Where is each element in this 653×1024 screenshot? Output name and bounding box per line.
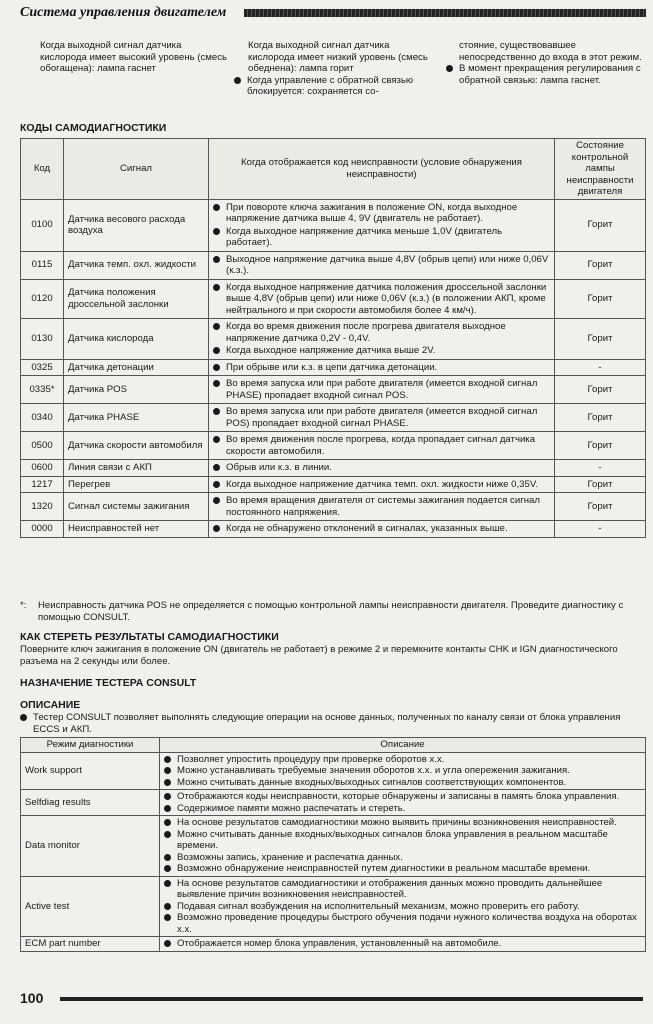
bullet-icon [164, 779, 171, 786]
condition-item [164, 863, 641, 875]
code-cell: 0130 [21, 319, 64, 360]
lamp-state-cell: Горит [555, 251, 646, 279]
condition-item [213, 406, 550, 429]
mode-cell: Selfdiag results [21, 790, 160, 816]
bullet-icon [164, 940, 171, 947]
mode-cell: Active test [21, 876, 160, 937]
header-bar [244, 9, 646, 17]
bullet-icon [213, 380, 220, 387]
signal-cell: Датчика скорости автомобиля [64, 432, 209, 460]
lamp-state-cell: Горит [555, 199, 646, 251]
code-cell: 1320 [21, 493, 64, 521]
item-text: Во время запуска или при работе двигателя (имеется входной сигнал POS) пропадает входной сигнал PHASE. [226, 406, 538, 429]
item-text: Во время запуска или при работе двигателя (имеется входной сигнал PHASE) пропадает входной сигнал POS. [226, 378, 538, 401]
condition-item [213, 282, 550, 317]
condition-item [164, 852, 641, 864]
condition-item [213, 202, 550, 225]
code-row [21, 376, 646, 404]
header-title: Система управления двигателем [20, 5, 227, 20]
item-text: Можно считывать данные входных/выходных сигналов соответствующих компонентов. [177, 776, 567, 788]
condition-cell [209, 404, 555, 432]
item-text: При обрыве или к.з. в цепи датчика детонации. [226, 361, 438, 373]
item-text: Можно считывать данные входных/выходных сигналов блока управления в реальном масштабе времени. [177, 828, 608, 851]
col-header-description: Описание [160, 738, 646, 753]
col-header-lamp: Состояние контрольной лампы неисправности двигателя [555, 139, 646, 200]
code-row [21, 251, 646, 279]
bullet-icon [213, 464, 220, 471]
item-text: Можно устанавливать требуемые значения оборотов х.х. и угла опережения зажигания. [177, 765, 570, 776]
erase-title: КАК СТЕРЕТЬ РЕЗУЛЬТАТЫ САМОДИАГНОСТИКИ [20, 631, 279, 643]
col-header-signal: Сигнал [64, 139, 209, 200]
code-row [21, 493, 646, 521]
condition-cell [209, 476, 555, 493]
condition-item [164, 817, 641, 829]
bullet-icon [164, 854, 171, 861]
code-row [21, 521, 646, 538]
bullet-icon [213, 284, 220, 291]
intro-col2-text: Когда выходной сигнал датчика кислорода имеет низкий уровень (смесь обеднена): лампа горит [248, 40, 428, 74]
consult-row [21, 816, 646, 877]
mode-cell: Data monitor [21, 816, 160, 877]
code-cell: 1217 [21, 476, 64, 493]
lamp-state-cell: - [555, 460, 646, 477]
signal-cell: Датчика кислорода [64, 319, 209, 360]
consult-intro [20, 712, 646, 735]
intro-col2-bullet: Когда управление с обратной связью блокируется: сохраняется со- [247, 74, 414, 97]
description-cell [160, 790, 646, 816]
bullet-icon [164, 819, 171, 826]
bullet-icon [213, 323, 220, 330]
condition-item [213, 362, 550, 374]
bullet-icon [213, 256, 220, 263]
item-text: При повороте ключа зажигания в положение ON, когда выходное напряжение датчика выше 4, 9V (двигатель не работает). [226, 201, 518, 224]
page-header [20, 6, 646, 20]
diagnostic-codes-table [20, 138, 646, 538]
signal-cell: Линия связи с АКП [64, 460, 209, 477]
code-cell: 0120 [21, 279, 64, 319]
consult-row [21, 752, 646, 790]
page-number: 100 [20, 990, 44, 1006]
condition-item [164, 777, 641, 789]
condition-cell [209, 493, 555, 521]
col-header-code: Код [21, 139, 64, 200]
lamp-state-cell: Горит [555, 376, 646, 404]
code-cell: 0100 [21, 199, 64, 251]
condition-item [164, 878, 641, 901]
bullet-icon [234, 77, 241, 84]
codes-section-title: КОДЫ САМОДИАГНОСТИКИ [20, 122, 167, 134]
condition-cell [209, 359, 555, 376]
lamp-state-cell: Горит [555, 476, 646, 493]
intro-col3-text: стояние, существовавшее непосредственно до входа в этот режим. [459, 40, 642, 63]
condition-item [164, 912, 641, 935]
bullet-icon [164, 865, 171, 872]
condition-cell [209, 432, 555, 460]
signal-cell: Датчика PHASE [64, 404, 209, 432]
bullet-icon [446, 65, 453, 72]
mode-cell: ECM part number [21, 937, 160, 952]
condition-item [213, 226, 550, 249]
lamp-state-cell: Горит [555, 319, 646, 360]
item-text: Возможно проведение процедуры быстрого обучения подачи нужного количества воздуха на оборотах х.х. [177, 912, 637, 935]
consult-intro-text: Тестер CONSULT позволяет выполнять следующие операции на основе данных, полученных по каналу связи от блока управления ECCS и АКП. [33, 712, 621, 735]
condition-item [213, 462, 550, 474]
code-cell: 0600 [21, 460, 64, 477]
item-text: Возможны запись, хранение и распечатка данных. [177, 851, 403, 863]
signal-cell: Датчика положения дроссельной заслонки [64, 279, 209, 319]
lamp-state-cell: Горит [555, 493, 646, 521]
lamp-state-cell: - [555, 521, 646, 538]
item-text: Подавая сигнал возбуждения на исполнительный механизм, можно проверить его работу. [177, 900, 580, 912]
code-row [21, 432, 646, 460]
code-row [21, 199, 646, 251]
intro-col-2 [234, 40, 430, 98]
condition-cell [209, 460, 555, 477]
footer-bar [60, 997, 643, 1001]
item-text: Отображаются коды неисправности, которые обнаружены и записаны в память блока управления. [177, 791, 620, 802]
item-text: Когда выходное напряжение датчика меньше 1,0V (двигатель работает). [226, 225, 503, 248]
condition-item [213, 321, 550, 344]
code-cell: 0325 [21, 359, 64, 376]
intro-col-1 [40, 40, 230, 75]
bullet-icon [213, 481, 220, 488]
bullet-icon [213, 408, 220, 415]
condition-item [213, 479, 550, 491]
bullet-icon [213, 364, 220, 371]
item-text: Когда выходное напряжение датчика выше 2V. [226, 345, 436, 356]
condition-item [164, 901, 641, 913]
bullet-icon [213, 347, 220, 354]
code-cell: 0000 [21, 521, 64, 538]
bullet-icon [213, 436, 220, 443]
condition-item [213, 523, 550, 535]
lamp-state-cell: Горит [555, 279, 646, 319]
footnote [20, 600, 646, 623]
code-row [21, 359, 646, 376]
condition-cell [209, 251, 555, 279]
signal-cell: Датчика весового расхода воздуха [64, 199, 209, 251]
condition-item [164, 829, 641, 852]
consult-row [21, 876, 646, 937]
bullet-icon [20, 714, 27, 721]
col-header-condition: Когда отображается код неисправности (условие обнаружения неисправности) [209, 139, 555, 200]
item-text: Когда не обнаружено отклонений в сигналах, указанных выше. [226, 523, 508, 534]
code-row [21, 476, 646, 493]
bullet-icon [164, 914, 171, 921]
condition-item [213, 345, 550, 357]
code-row [21, 279, 646, 319]
signal-cell: Перегрев [64, 476, 209, 493]
code-row [21, 319, 646, 360]
signal-cell: Датчика POS [64, 376, 209, 404]
code-cell: 0335* [21, 376, 64, 404]
item-text: Когда во время движения после прогрева двигателя выходное напряжение датчика 0,2V - 0,4V. [226, 321, 506, 344]
item-text: Во время движения после прогрева, когда пропадает сигнал датчика скорости автомобиля. [226, 434, 536, 457]
intro-col1-text: Когда выходной сигнал датчика кислорода имеет высокий уровень (смесь обогащена): лампа гаснет [40, 40, 227, 74]
bullet-icon [164, 756, 171, 763]
condition-cell [209, 521, 555, 538]
condition-item [213, 254, 550, 277]
code-cell: 0500 [21, 432, 64, 460]
bullet-icon [213, 228, 220, 235]
item-text: На основе результатов самодиагностики можно выявить причины возникновения неисправностей. [177, 817, 617, 828]
consult-title: НАЗНАЧЕНИЕ ТЕСТЕРА CONSULT [20, 677, 197, 689]
bullet-icon [164, 793, 171, 800]
signal-cell: Неисправностей нет [64, 521, 209, 538]
item-text: Обрыв или к.з. в линии. [226, 462, 332, 473]
consult-row [21, 937, 646, 952]
condition-item [164, 754, 641, 766]
col-header-mode: Режим диагностики [21, 738, 160, 753]
description-cell [160, 752, 646, 790]
code-cell: 0115 [21, 251, 64, 279]
item-text: На основе результатов самодиагностики и отображения данных можно проводить дальнейшее выявление причин возникновения неисправностей. [177, 877, 603, 900]
signal-cell: Сигнал системы зажигания [64, 493, 209, 521]
consult-subtitle: ОПИСАНИЕ [20, 699, 81, 711]
description-cell [160, 937, 646, 952]
signal-cell: Датчика детонации [64, 359, 209, 376]
condition-item [164, 791, 641, 803]
item-text: Когда выходное напряжение датчика положения дроссельной заслонки выше 4,8V (обрыв цепи) или ниже 0,06V (к.з.) (в положении АКП, кроме нейтрального и при скорости автомобиля более 4 км/ч). [226, 281, 547, 316]
condition-item [213, 378, 550, 401]
lamp-state-cell: - [555, 359, 646, 376]
intro-block [20, 40, 646, 100]
footnote-mark: *: [20, 600, 27, 611]
bullet-icon [213, 204, 220, 211]
intro-col-3 [446, 40, 646, 86]
item-text: Выходное напряжение датчика выше 4,8V (обрыв цепи) или ниже 0,06V (к.з.). [226, 253, 549, 276]
signal-cell: Датчика темп. охл. жидкости [64, 251, 209, 279]
intro-col3-bullet: В момент прекращения регулирования с обратной связью: лампа гаснет. [459, 63, 641, 86]
code-row [21, 404, 646, 432]
condition-item [164, 938, 641, 950]
footnote-text: Неисправность датчика POS не определяется с помощью контрольной лампы неисправности двигателя. Проведите диагностику с помощью CONSULT. [38, 600, 624, 623]
item-text: Позволяет упростить процедуру при проверке оборотов х.х. [177, 753, 445, 765]
bullet-icon [213, 497, 220, 504]
code-row [21, 460, 646, 477]
lamp-state-cell: Горит [555, 404, 646, 432]
erase-text: Поверните ключ зажигания в положение ON (двигатель не работает) в режиме 2 и перемкните контакты CHK и IGN диагностического разъема на 2 секунды или более. [20, 644, 618, 667]
bullet-icon [164, 903, 171, 910]
lamp-state-cell: Горит [555, 432, 646, 460]
bullet-icon [164, 831, 171, 838]
condition-item [164, 803, 641, 815]
condition-item [213, 495, 550, 518]
bullet-icon [164, 880, 171, 887]
bullet-icon [213, 525, 220, 532]
description-cell [160, 816, 646, 877]
condition-cell [209, 199, 555, 251]
item-text: Во время вращения двигателя от системы зажигания подается сигнал постоянного напряжения. [226, 495, 540, 518]
item-text: Когда выходное напряжение датчика темп. охл. жидкости ниже 0,35V. [226, 478, 539, 490]
code-cell: 0340 [21, 404, 64, 432]
item-text: Содержимое памяти можно распечатать и стереть. [177, 802, 406, 814]
bullet-icon [164, 767, 171, 774]
description-cell [160, 876, 646, 937]
condition-item [164, 765, 641, 777]
bullet-icon [164, 805, 171, 812]
condition-cell [209, 319, 555, 360]
item-text: Возможно обнаружение неисправностей путем диагностики в реальном масштабе времени. [177, 863, 591, 874]
condition-cell [209, 279, 555, 319]
mode-cell: Work support [21, 752, 160, 790]
condition-item [213, 434, 550, 457]
condition-cell [209, 376, 555, 404]
consult-row [21, 790, 646, 816]
item-text: Отображается номер блока управления, установленный на автомобиле. [177, 938, 502, 949]
consult-modes-table [20, 737, 646, 952]
